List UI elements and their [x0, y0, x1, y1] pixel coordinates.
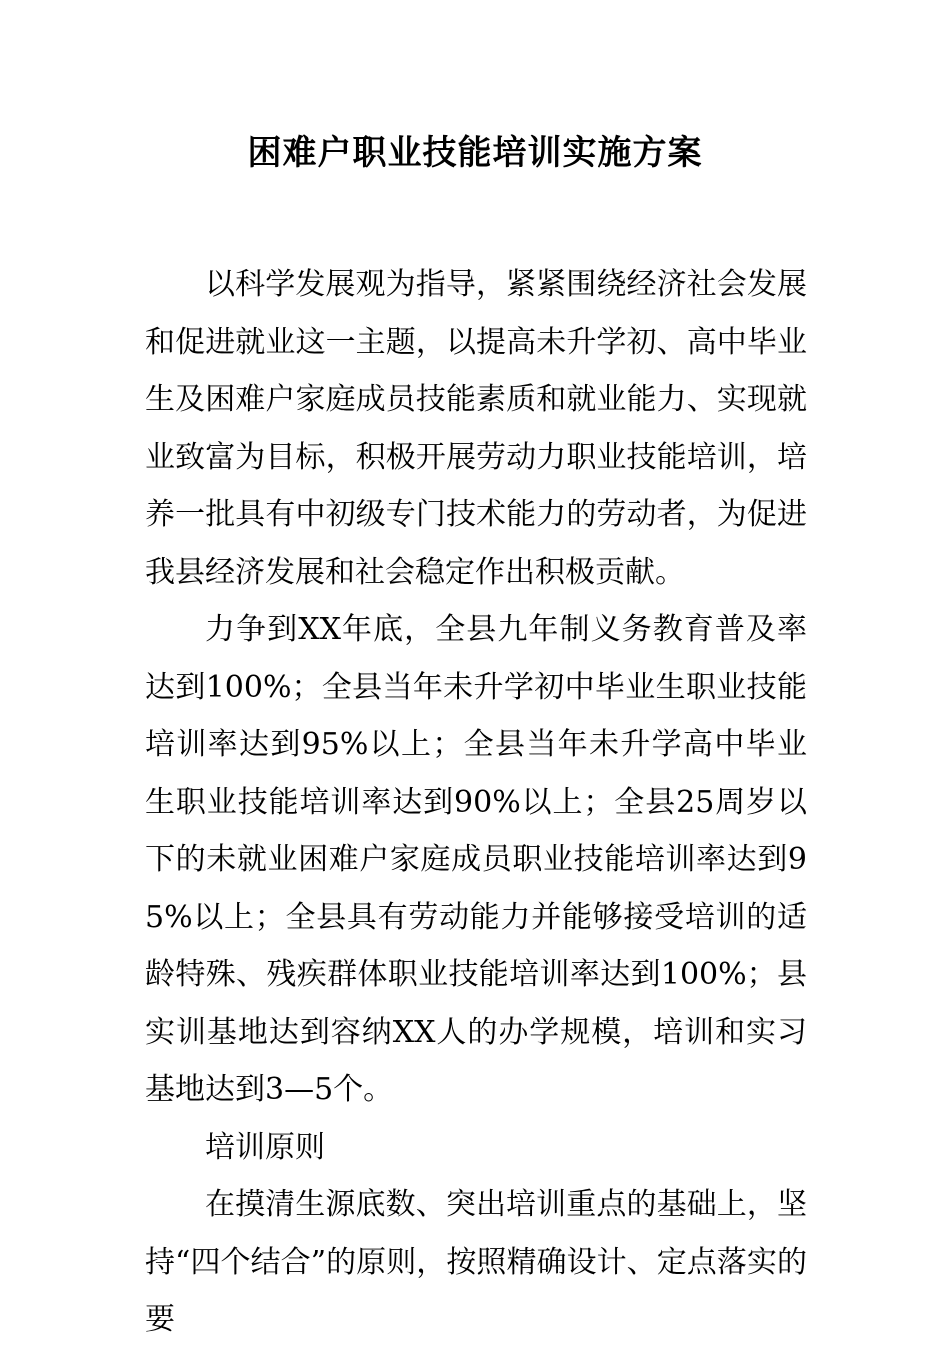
- paragraph-training-approach: 在摸清生源底数、突出培训重点的基础上，坚持“四个结合”的原则，按照精确设计、定点落实的要: [145, 1187, 807, 1337]
- paragraph-targets: 力争到XX年底，全县九年制义务教育普及率达到100%；全县当年未升学初中毕业生职业技能培训率达到95%以上；全县当年未升学高中毕业生职业技能培训率达到90%以上；全县25周岁以下的未就业困难户家庭成员职业技能培训率达到95%以上；全县具有劳动能力并能够接受培训的适龄特殊、残疾群体职业技能培训率达到100%；县实训基地达到容纳XX人的办学规模，培训和实习基地达到3—5个。: [145, 612, 807, 1107]
- document-title: 困难户职业技能培训实施方案: [247, 133, 703, 173]
- paragraph-guiding-principle: 以科学发展观为指导，紧紧围绕经济社会发展和促进就业这一主题，以提高未升学初、高中毕业生及困难户家庭成员技能素质和就业能力、实现就业致富为目标，积极开展劳动力职业技能培训，培养一批具有中初级专门技术能力的劳动者，为促进我县经济发展和社会稳定作出积极贡献。: [145, 267, 807, 590]
- document-body: [145, 256, 807, 1349]
- section-heading-training-principles: 培训原则: [205, 1129, 325, 1165]
